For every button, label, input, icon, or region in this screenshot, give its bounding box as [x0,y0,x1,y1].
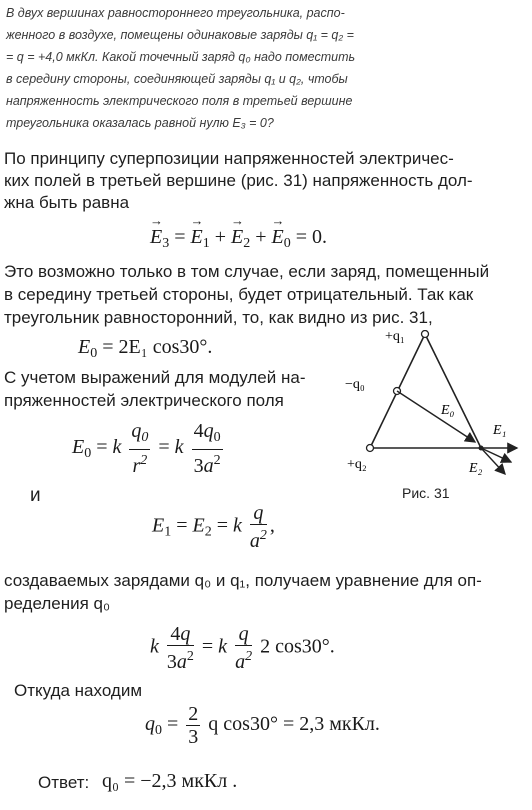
label-q0: −q₀ [345,377,365,392]
text-line: ределения q₀ [4,594,111,613]
problem-line: женного в воздухе, помещены одинаковые заряды q₁ = q₂ = [6,28,354,42]
text-line: в середину третьей стороны, будет отрицательный. Так как [4,285,474,304]
charge-q2-marker [367,445,374,452]
label-q1: +q₁ [385,330,405,344]
text-line: Это возможно только в том случае, если заряд, помещенный [4,262,490,281]
equation-rhs: = 0 [295,226,322,248]
label-q2: +q₂ [347,457,367,472]
text-line: треугольник равносторонний, то, как видно из рис. 31, [4,308,433,327]
vector-e1-sum [481,448,505,474]
text-line: создаваемых зарядами q₀ и q₁, получаем уравнение для оп- [4,571,482,590]
text-line: жна быть равна [4,193,130,212]
equation-result: $q_0$ = $\frac{2}{3}$ q cos30° = 2,3 мкКл. [145,703,380,748]
problem-line: = q = +4,0 мкКл. Какой точечный заряд q₀ надо поместить [6,50,356,64]
answer-value: q₀ = −2,3 мкКл . [102,770,238,792]
figure-31 [335,330,530,485]
label-e0: E₀ [441,403,455,418]
equation-balance: k $\frac{4q}{3a^2}$ = k $\frac{q}{a^2}$ 2 cos30°. [150,623,335,673]
text-line: С учетом выражений для модулей на- [4,368,306,387]
equation-e1-e2: $E_1 = E_2 = k$ $\frac{q}{a^2}$ , [152,502,275,552]
text-line: Откуда находим [14,681,143,700]
equation-e0: $E_0 = 2E_1$ cos30°. [78,336,213,361]
problem-line: треугольника оказалась равной нулю E₃ = 0? [6,116,274,130]
text-line: По принципу суперпозиции напряженностей электричес- [4,149,454,168]
equation-e0-rhs: = 2E₁ cos30°. [102,336,213,358]
label-e1: E₁ [493,423,507,438]
answer-label: Ответ: [38,773,90,792]
triangle-side-right [425,334,481,448]
equation-superposition: → $E_3$ = → $E_1$ + → $E_2$ + → $E_0 = 0$. [150,226,327,252]
problem-line: В двух вершинах равностороннего треугольника, распо- [6,6,345,20]
vector-e1 [481,448,511,462]
problem-line: напряженность электрического поля в третьей вершине [6,94,353,108]
charge-q1-marker [422,331,429,338]
label-e2: E₂ [469,461,483,476]
equation-result-rhs: q cos30° = 2,3 мкКл. [208,713,380,736]
text-and: и [30,485,41,506]
text-line: пряженностей электрического поля [4,391,284,410]
vector-e0 [397,391,475,442]
figure-caption: Рис. 31 [402,485,450,501]
problem-line: в середину стороны, соединяющей заряды q₁ и q₂, чтобы [6,72,348,86]
text-line: ких полей в третьей вершине (рис. 31) напряженность дол- [4,171,473,190]
equation-e0-coulomb: $E_0 = k$ $\frac{q_0}{r^2}$ = k $\frac{4q_0}{3a^2}$ [72,420,221,477]
